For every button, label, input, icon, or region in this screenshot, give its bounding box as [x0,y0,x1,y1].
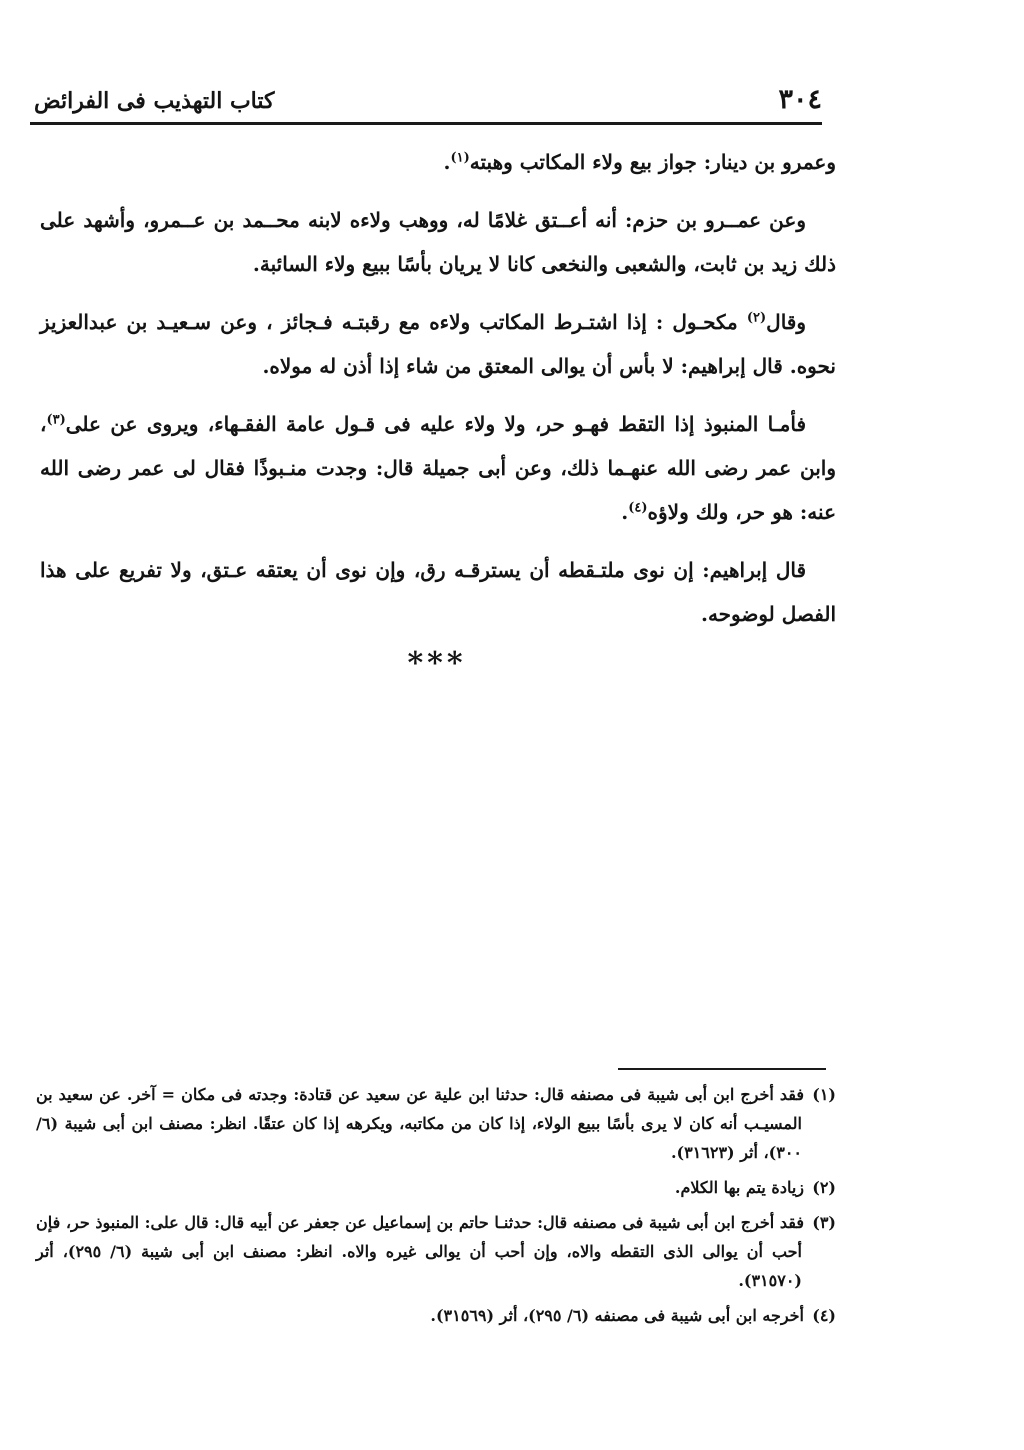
footnote-reference: (٢) [746,310,767,326]
paragraph-text: وقال [766,310,806,334]
paragraph-text: قال إبراهيم: إن نوى ملتـقطه أن يسترقـه رق، وإن نوى أن يعتقه عـتق، ولا تفريع على هذا الفصل لوضوحه. [40,558,836,626]
footnote [36,1301,836,1330]
paragraph [40,198,836,286]
footnote-reference: (١) [450,150,470,166]
paragraph-text: ، وابن عمر رضى الله عنهـما ذلك، وعن أبى جميلة قال: وجدت منـبوذًا فقال لى عمر رضى الله عنه: هو حر، ولك ولاؤه [40,412,836,524]
paragraph-text: وعن عمــرو بن حزم: أنه أعــتق غلامًا له، ووهب ولاءه لابنه محــمد بن عــمرو، وأشهد على ذلك زيد بن ثابت، والشعبى والنخعى كانا لا يريان بأسًا ببيع ولاء السائبة. [40,208,836,276]
footnote-number: (٣) [812,1213,836,1232]
footnote-text: فقد أخرج ابن أبى شيبة فى مصنفه قال: حدثنا ابن علية عن سعيد عن قتادة: وجدته فى مكان = آخر. عن سعيد بن المسيـب أنه كان لا يرى بأسًا ببيع الولاء، إذا كان من مكاتبه، ويكرهه إذا كان عتقًا. انظر: مصنف ابن أبى شيبة (٦/ ٣٠٠)، أثر (٣١٦٢٣). [36,1085,804,1162]
footnote-text: زيادة يتم بها الكلام. [674,1178,804,1197]
main-text [40,140,836,650]
page-header [34,84,822,120]
footnote [36,1173,836,1202]
paragraph-text: . [443,150,451,174]
footnote-reference: (٤) [628,500,648,516]
footnote-text: أخرجه ابن أبى شيبة فى مصنفه (٦/ ٢٩٥)، أثر (٣١٥٦٩). [430,1306,804,1325]
running-title: كتاب التهذيب فى الفرائض [34,88,275,114]
paragraph [40,402,836,534]
paragraph [40,140,836,184]
page-number: ٣٠٤ [778,84,822,115]
footnote-reference: (٣) [46,412,66,428]
footnote-number: (٤) [812,1306,836,1325]
paragraph-text: فأمـا المنبوذ إذا التقط فهـو حر، ولا ولاء عليه فى قـول عامة الفقـهاء، ويروى عن على [65,412,806,436]
footnote [36,1208,836,1295]
paragraph-text: مكحـول : إذا اشتـرط المكاتب ولاءه مع رقبتـه فـجائز ، وعن سـعيـد بن عبدالعزيز نحوه. قال إبراهيم: لا بأس أن يوالى المعتق من شاء إذا أذن له مولاه. [40,310,836,378]
paragraph-text: . [621,500,629,524]
footnote-text: فقد أخرج ابن أبى شيبة فى مصنفه قال: حدثنـا حاتم بن إسماعيل عن جعفر عن أبيه قال: قال على: المنبوذ حر، فإن أحب أن يوالى الذى التقطه والاه، وإن أحب أن يوالى غيره والاه. انظر: مصنف ابن أبى شيبة (٦/ ٢٩٥)، أثر (٣١٥٧٠). [36,1213,804,1290]
footnote-number: (١) [812,1085,836,1104]
footnote-rule [618,1068,826,1070]
paragraph [40,300,836,388]
paragraph-text: وعمرو بن دينار: جواز بيع ولاء المكاتب وهبته [469,150,836,174]
footnote [36,1080,836,1167]
section-ornament: *** [407,646,467,681]
header-rule [30,122,822,125]
footnote-number: (٢) [812,1178,836,1197]
footnotes [36,1080,836,1336]
paragraph [40,548,836,636]
